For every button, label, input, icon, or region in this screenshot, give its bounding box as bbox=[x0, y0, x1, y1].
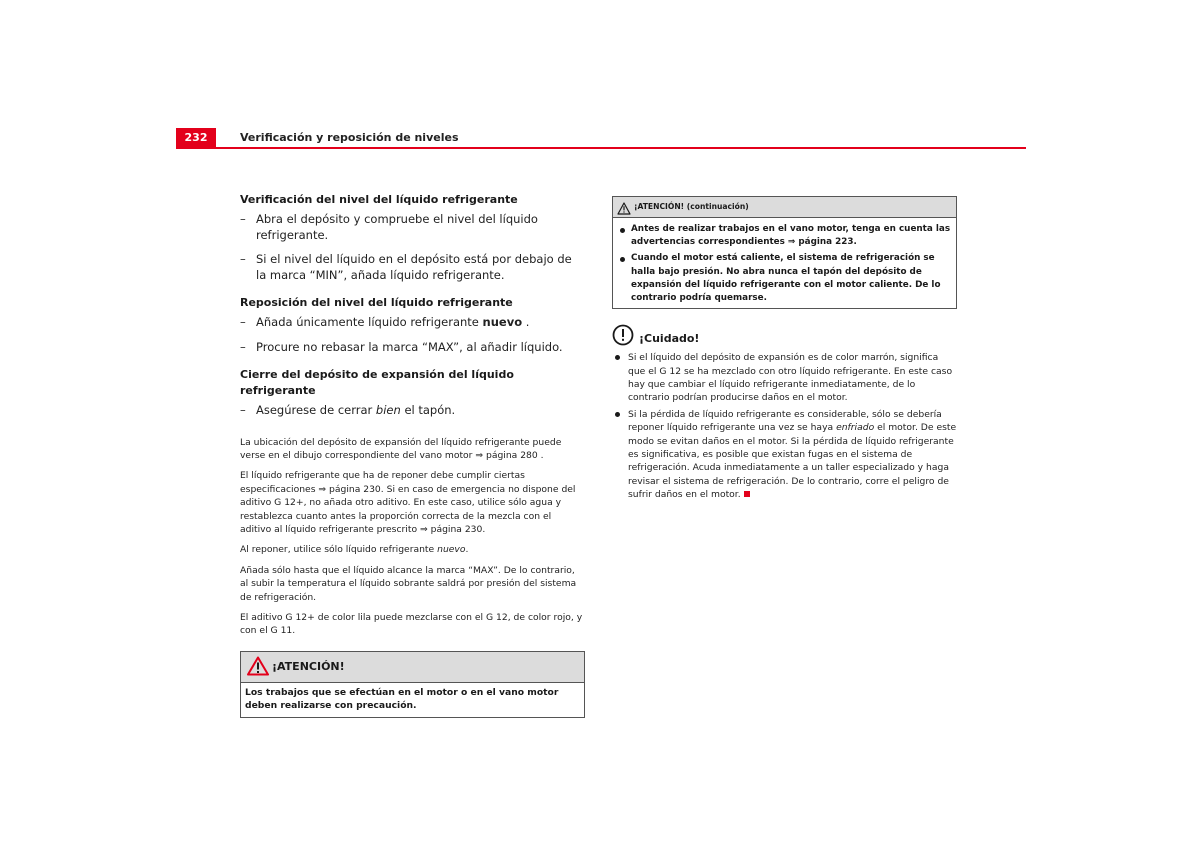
bullet-item bbox=[617, 223, 952, 249]
paragraph-location: La ubicación del depósito de expansión del líquido refrigerante puede verse en el dibujo correspondiente del vano motor ⇒ página 280 . bbox=[240, 436, 562, 461]
page-title: Verificación y reposición de niveles bbox=[240, 131, 459, 144]
bullet-text: Si la pérdida de líquido refrigerante es considerable, sólo se debería reponer líquido refrigerante una vez se haya bbox=[628, 408, 942, 434]
caution-title: ¡Cuidado! bbox=[639, 332, 700, 346]
paragraph-max-mark: Añada sólo hasta que el líquido alcance la marca “MAX”. De lo contrario, al subir la temperatura el líquido sobrante saldrá por presión del sistema de refrigeración. bbox=[240, 564, 577, 603]
bullet-icon bbox=[615, 412, 620, 417]
warning-continued-header bbox=[613, 197, 956, 218]
right-column bbox=[612, 196, 957, 502]
bullet-text: el motor. De este modo se evitan daños en el motor. Si la pérdida de líquido refrigerante es significativa, es posible que existan fugas en el sistema de refrigeración. Acuda inmediatamente a un taller especializado y haga revisar el sistema de refrigeración. De lo contrario, corre el peligro de sufrir daños en el motor. bbox=[628, 422, 957, 501]
emphasis-new: nuevo bbox=[437, 544, 466, 556]
step-not-exceed-max: – Procure no rebasar la marca “MAX”, al añadir líquido. bbox=[240, 339, 563, 354]
section-heading-refill: Reposición del nivel del líquido refrigerante bbox=[240, 296, 513, 309]
paragraph-specifications: El líquido refrigerante que ha de reponer debe cumplir ciertas especificaciones ⇒ página 230. Si en caso de emergencia no dispone del aditivo G 12+, no añada otro aditivo. En este caso, utilice sólo agua y restablezca cuanto antes la proporción correcta de la mezcla con el aditivo al líquido refrigerante prescrito ⇒ página 230. bbox=[240, 470, 576, 535]
warning-header bbox=[241, 652, 584, 683]
step-below-min: – Si el nivel del líquido en el depósito está por debajo de la marca “MIN”, añada líquido refrigerante. bbox=[240, 252, 572, 282]
emphasis-well: bien bbox=[375, 403, 401, 417]
emphasis-cooled: enfriado bbox=[836, 422, 875, 434]
step-text: Procure no rebasar la marca “MAX”, al añadir líquido. bbox=[256, 339, 563, 354]
paragraph-additive-mix: El aditivo G 12+ de color lila puede mezclarse con el G 12, de color rojo, y con el G 11. bbox=[240, 611, 583, 637]
bullet-icon bbox=[615, 355, 620, 360]
page-header bbox=[176, 128, 1026, 150]
paragraph-use-new bbox=[240, 543, 585, 556]
section-heading-close-reservoir: Cierre del depósito de expansión del líquido refrigerante bbox=[240, 368, 514, 397]
warning-triangle-icon bbox=[617, 200, 631, 219]
warning-continued-body bbox=[613, 218, 956, 308]
step-text: Asegúrese de cerrar bbox=[256, 403, 373, 417]
caution-bullet bbox=[612, 408, 957, 502]
para-text-end: . bbox=[465, 544, 469, 556]
warning-text: Los trabajos que se efectúan en el motor o en el vano motor deben realizarse con precaución. bbox=[245, 686, 559, 712]
step-text: Si el nivel del líquido en el depósito está por debajo de la marca “MIN”, añada líquido refrigerante. bbox=[256, 252, 572, 282]
end-of-section-marker bbox=[744, 491, 750, 497]
emphasis-new: nuevo bbox=[482, 315, 523, 329]
section-heading-check-level: Verificación del nivel del líquido refrigerante bbox=[240, 193, 518, 206]
bullet-icon bbox=[620, 257, 625, 262]
warning-triangle-icon bbox=[247, 656, 269, 680]
left-column bbox=[240, 192, 585, 718]
bullet-item bbox=[617, 252, 952, 305]
warning-title: ¡ATENCIÓN! bbox=[272, 659, 345, 673]
bullet-text: Si el líquido del depósito de expansión es de color marrón, significa que el G 12 se ha mezclado con otro líquido refrigerante. En este caso hay que cambiar el líquido refrigerante inmediatamente, de lo contrario podrían producirse daños en el motor. bbox=[628, 352, 953, 404]
bullet-text: Antes de realizar trabajos en el vano motor, tenga en cuenta las advertencias correspondientes ⇒ página 223. bbox=[631, 224, 951, 248]
bullet-icon bbox=[620, 228, 625, 233]
step-text: Añada únicamente líquido refrigerante bbox=[256, 315, 479, 329]
step-text-end: . bbox=[525, 315, 530, 329]
caution-bullet bbox=[612, 351, 957, 405]
header-rule bbox=[176, 147, 1026, 149]
page-number: 232 bbox=[176, 128, 216, 147]
step-text: Abra el depósito y compruebe el nivel del líquido refrigerante. bbox=[256, 212, 538, 242]
warning-box bbox=[240, 651, 585, 718]
bullet-text: Cuando el motor está caliente, el sistema de refrigeración se halla bajo presión. No abra nunca el tapón del depósito de expansión del líquido refrigerante con el motor caliente. De lo contrario podría quemarse. bbox=[631, 253, 941, 304]
step-add-new-coolant: – Añada únicamente líquido refrigerante nuevo . bbox=[240, 315, 530, 329]
exclamation-circle-icon bbox=[612, 324, 634, 350]
para-text: Al reponer, utilice sólo líquido refrigerante bbox=[240, 544, 435, 556]
warning-continued-title: ¡ATENCIÓN! (continuación) bbox=[634, 202, 749, 211]
step-open-reservoir: – Abra el depósito y compruebe el nivel del líquido refrigerante. bbox=[240, 212, 538, 242]
caution-header bbox=[612, 324, 957, 348]
step-close-cap: – Asegúrese de cerrar bien el tapón. bbox=[240, 403, 456, 417]
warning-continued-box bbox=[612, 196, 957, 309]
step-text-end: el tapón. bbox=[404, 403, 456, 417]
